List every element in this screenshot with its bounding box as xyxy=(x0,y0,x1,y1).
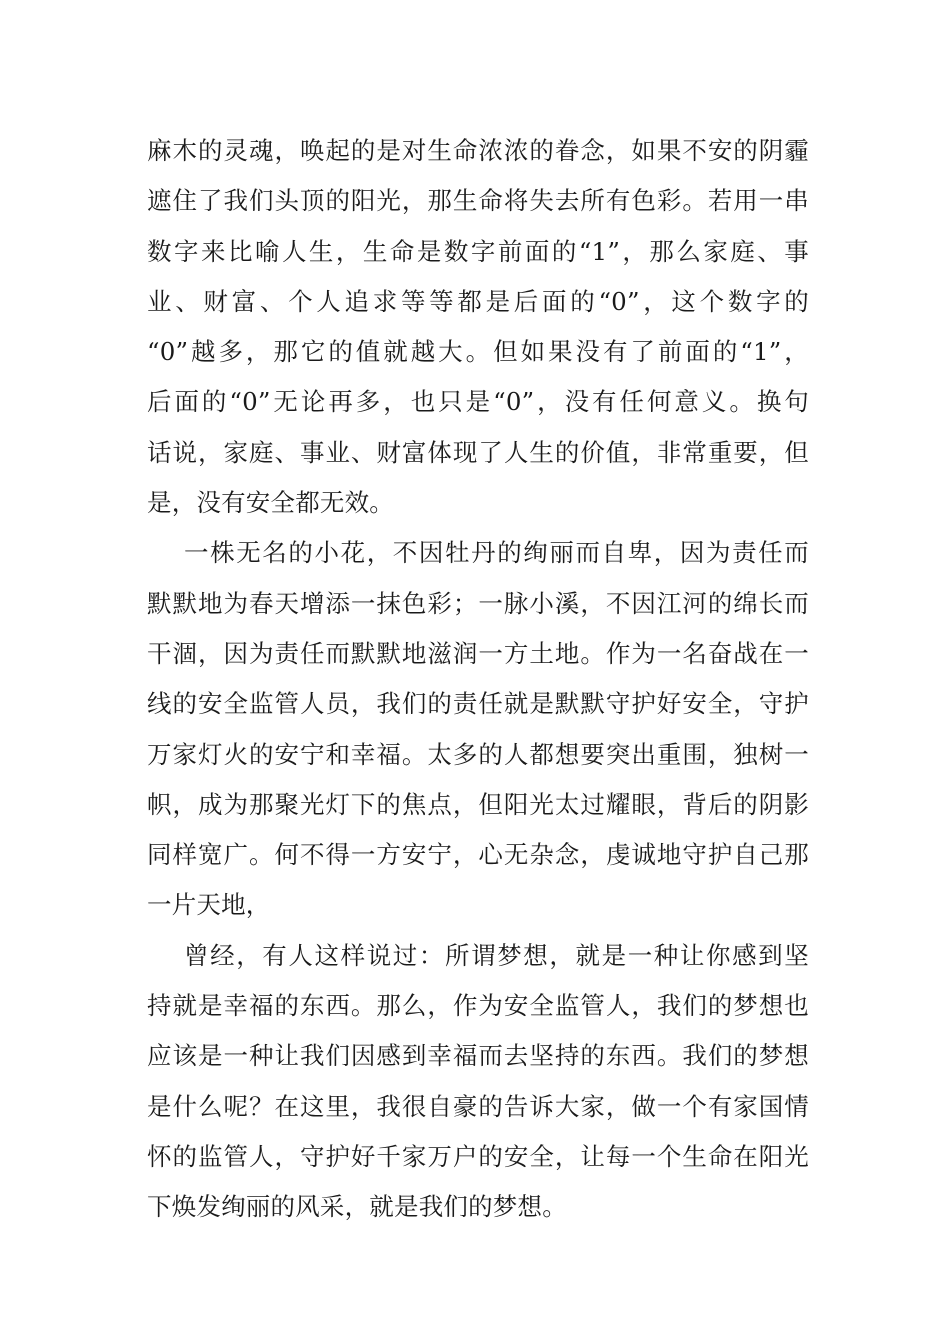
paragraph-1 xyxy=(147,126,809,528)
text-line: 默默地为春天增添一抹色彩；一脉小溪，不因江河的绵长而 xyxy=(147,588,809,618)
text-line: 线的安全监管人员，我们的责任就是默默守护好安全，守护 xyxy=(147,689,809,719)
text-line: 业、财富、个人追求等等都是后面的“0”，这个数字的 xyxy=(147,286,809,316)
text-line: 一片天地， xyxy=(147,890,271,920)
text-line: 帜，成为那聚光灯下的焦点，但阳光太过耀眼，背后的阴影 xyxy=(147,789,809,819)
paragraph-2 xyxy=(147,528,809,930)
text-line: 一株无名的小花，不因牡丹的绚丽而自卑，因为责任而 xyxy=(184,538,809,568)
text-line: 麻木的灵魂，唤起的是对生命浓浓的眷念，如果不安的阴霾 xyxy=(147,136,809,165)
body-text xyxy=(147,126,809,1233)
text-line: 话说，家庭、事业、财富体现了人生的价值，非常重要，但 xyxy=(147,437,809,467)
text-line: 干涸，因为责任而默默地滋润一方土地。作为一名奋战在一 xyxy=(147,638,809,668)
text-line: 是，没有安全都无效。 xyxy=(147,488,394,518)
text-line: 遮住了我们头顶的阳光，那生命将失去所有色彩。若用一串 xyxy=(147,186,809,216)
text-line: 持就是幸福的东西。那么，作为安全监管人，我们的梦想也 xyxy=(147,991,809,1021)
text-line: 应该是一种让我们因感到幸福而去坚持的东西。我们的梦想 xyxy=(147,1041,809,1071)
text-line: 同样宽广。何不得一方安宁，心无杂念，虔诚地守护自己那 xyxy=(147,840,809,870)
text-line: 数字来比喻人生，生命是数字前面的“1”，那么家庭、事 xyxy=(147,236,809,266)
text-line: 怀的监管人，守护好千家万户的安全，让每一个生命在阳光 xyxy=(147,1141,809,1171)
text-line: 是什么呢？在这里，我很自豪的告诉大家，做一个有家国情 xyxy=(147,1091,809,1121)
text-line: “0”越多，那它的值就越大。但如果没有了前面的“1”， xyxy=(147,337,809,367)
text-line: 后面的“0”无论再多，也只是“0”，没有任何意义。换句 xyxy=(147,387,809,417)
text-line: 下焕发绚丽的风采，就是我们的梦想。 xyxy=(147,1192,567,1222)
text-line: 曾经，有人这样说过：所谓梦想，就是一种让你感到坚 xyxy=(184,940,809,970)
text-line: 万家灯火的安宁和幸福。太多的人都想要突出重围，独树一 xyxy=(147,739,809,769)
paragraph-3 xyxy=(147,931,809,1233)
